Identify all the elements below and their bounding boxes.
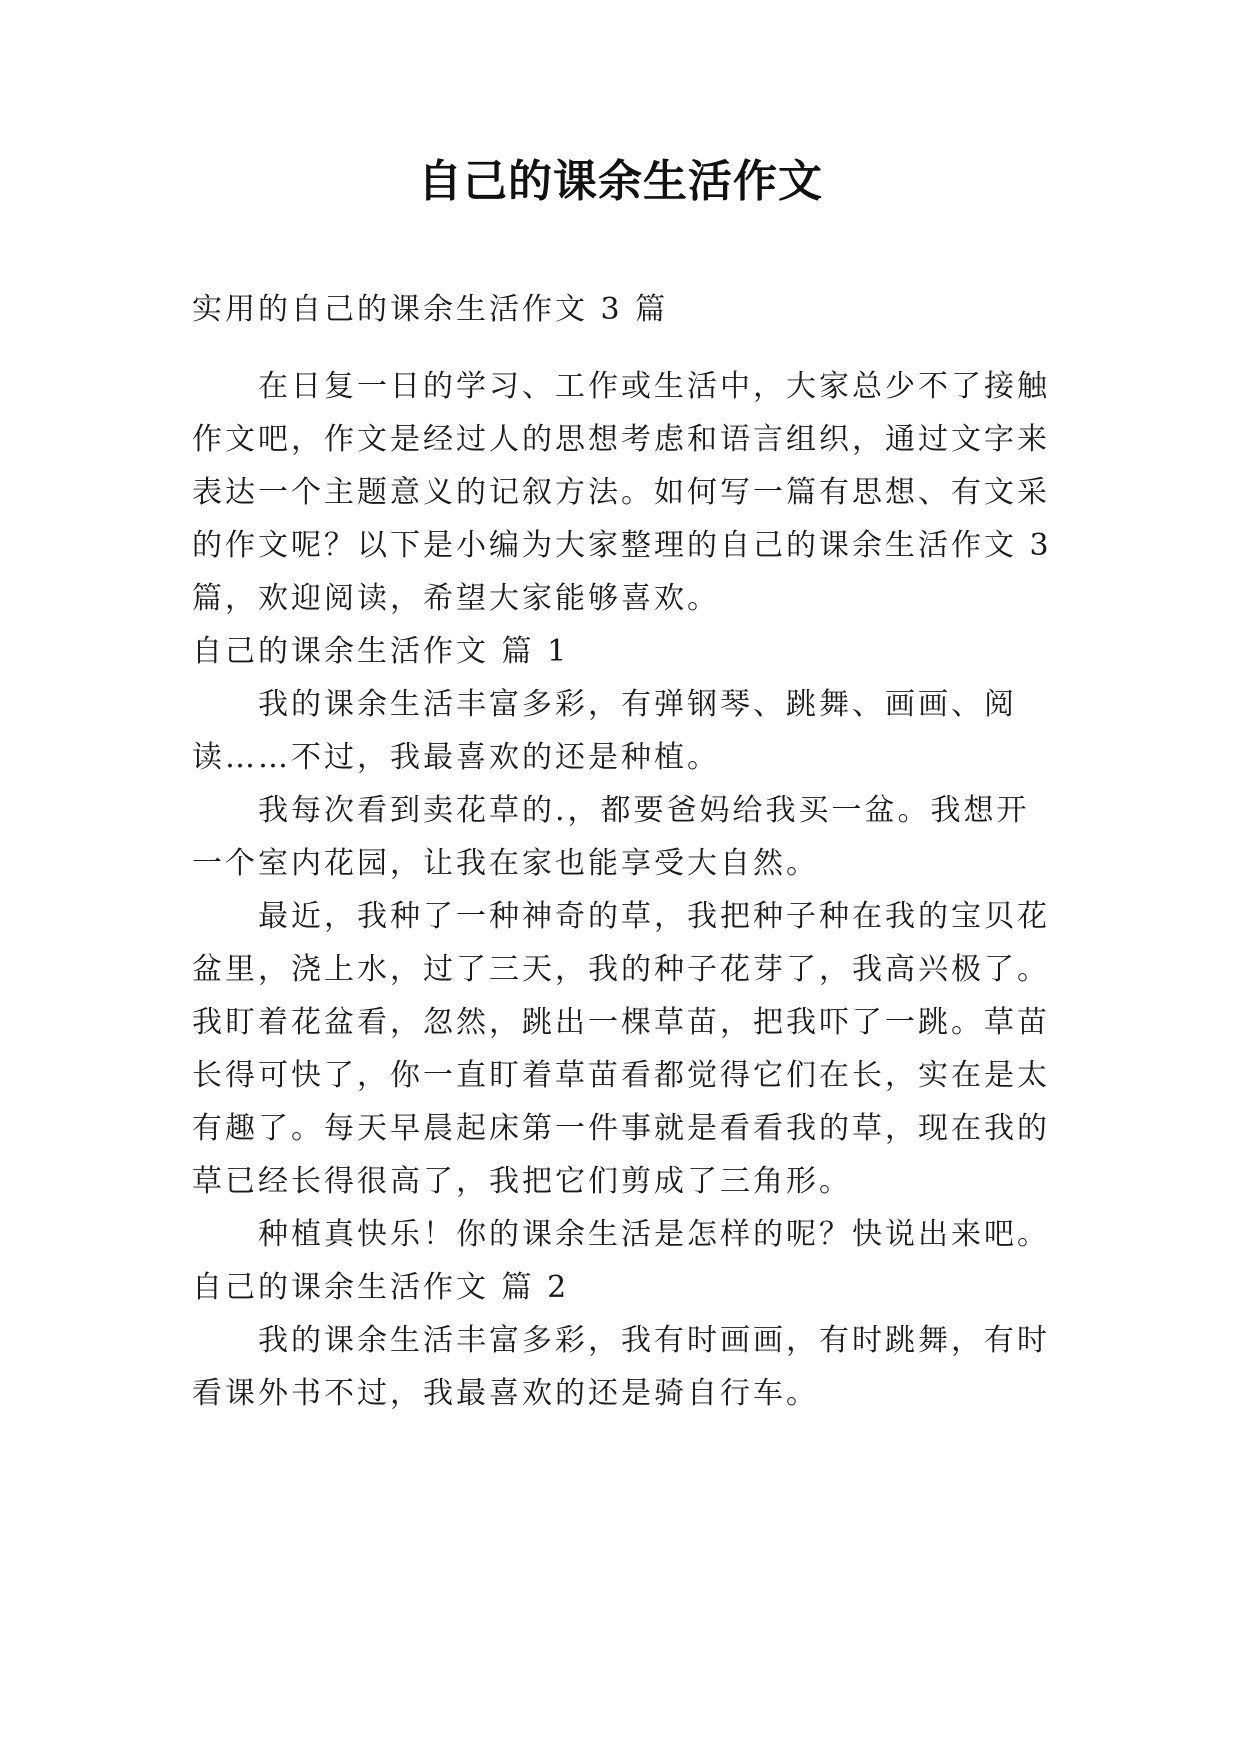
essay1-line-9: 有趣了。每天早晨起床第一件事就是看看我的草，现在我的	[192, 1111, 1050, 1146]
essay2-line-2: 看课外书不过，我最喜欢的还是骑自行车。	[192, 1376, 819, 1411]
essay1-line-1: 我的课余生活丰富多彩，有弹钢琴、跳舞、画画、阅	[258, 687, 1017, 722]
essay1-line-4: 一个室内花园，让我在家也能享受大自然。	[192, 846, 819, 881]
essay2-line-1: 我的课余生活丰富多彩，我有时画画，有时跳舞，有时	[258, 1323, 1050, 1358]
essay1-line-2: 读……不过，我最喜欢的还是种植。	[192, 740, 720, 775]
essay1-line-3: 我每次看到卖花草的.，都要爸妈给我买一盆。我想开	[258, 793, 1030, 828]
essay1-line-7: 我盯着花盆看，忽然，跳出一棵草苗，把我吓了一跳。草苗	[192, 1005, 1050, 1040]
essay1-line-6: 盆里，浇上水，过了三天，我的种子花芽了，我高兴极了。	[192, 952, 1050, 987]
document-subtitle: 实用的自己的课余生活作文 3 篇	[192, 292, 669, 327]
essay1-line-11: 种植真快乐！你的课余生活是怎样的呢？快说出来吧。	[258, 1217, 1050, 1252]
intro-line-2: 作文吧，作文是经过人的思想考虑和语言组织，通过文字来	[192, 422, 1050, 457]
intro-line-5: 篇，欢迎阅读，希望大家能够喜欢。	[192, 581, 720, 616]
intro-line-4: 的作文呢？以下是小编为大家整理的自己的课余生活作文 3	[192, 528, 1052, 563]
intro-line-1: 在日复一日的学习、工作或生活中，大家总少不了接触	[258, 369, 1050, 404]
section-heading-1: 自己的课余生活作文 篇 1	[192, 634, 570, 669]
essay1-line-5: 最近，我种了一种神奇的草，我把种子种在我的宝贝花	[258, 899, 1050, 934]
document-title: 自己的课余生活作文	[418, 156, 823, 207]
essay1-line-8: 长得可快了，你一直盯着草苗看都觉得它们在长，实在是太	[192, 1058, 1050, 1093]
essay1-line-10: 草已经长得很高了，我把它们剪成了三角形。	[192, 1164, 852, 1199]
section-heading-2: 自己的课余生活作文 篇 2	[192, 1270, 570, 1305]
intro-line-3: 表达一个主题意义的记叙方法。如何写一篇有思想、有文采	[192, 475, 1050, 510]
